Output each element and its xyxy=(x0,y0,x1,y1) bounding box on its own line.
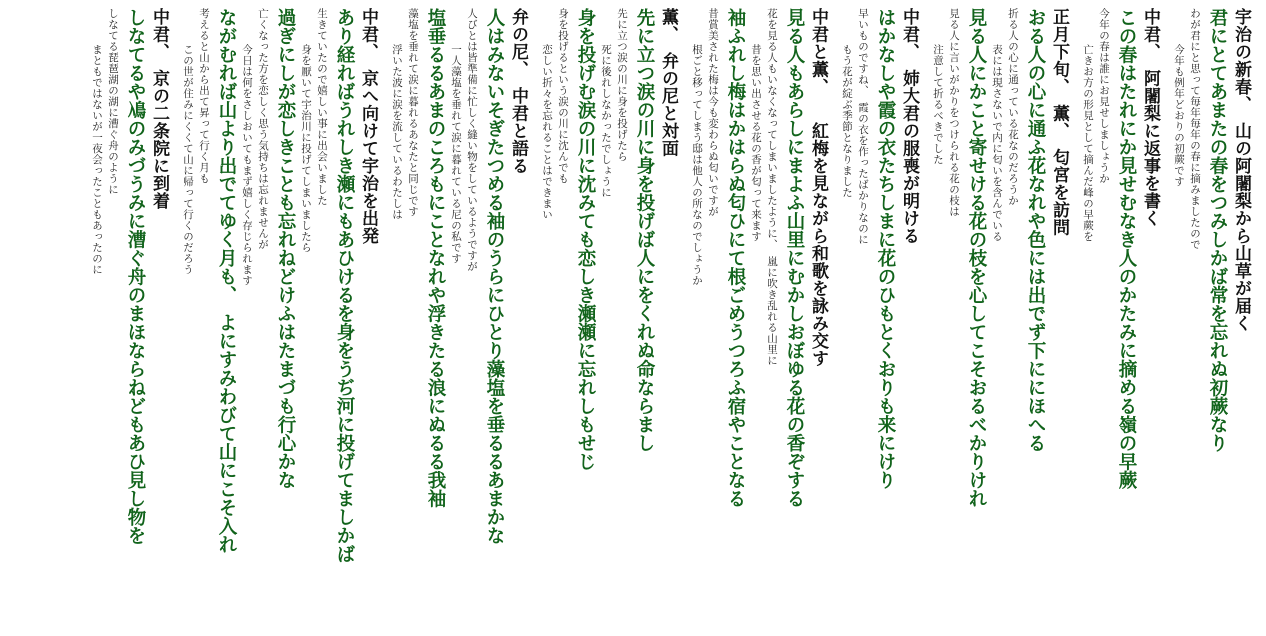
section-heading: 中君、 姉大君の服喪が明ける xyxy=(899,8,919,245)
section-heading: 宇治の新春、 山の阿闍梨から山草が届く xyxy=(1231,8,1251,332)
translation-line: 身を厭いて宇治川に投げてしまいましたら xyxy=(300,44,312,253)
vertical-text-columns xyxy=(89,8,1254,632)
translation-line: 考えると山から出て昇って行く月も xyxy=(198,8,210,184)
section-heading: 中君、 京へ向けて宇治を出発 xyxy=(358,8,378,245)
poem-line: 過ぎにしが恋しきことも忘れねどけふはたまづも行心かな xyxy=(275,8,296,489)
translation-line: 浮いた波に涙を流しているわたしは xyxy=(391,44,403,220)
translation-line: 折る人の心に通っている花なのだろうか xyxy=(1007,8,1019,206)
translation-line: 今年の春は誰にお見せしましょうか xyxy=(1098,8,1110,184)
translation-line: 生きていたので嬉しい事に出会いました xyxy=(316,8,328,206)
translation-line: 表には現さないで内に匂いを含んでいる xyxy=(991,44,1003,242)
poem-line: 君にとてあまたの春をつみしかば常を忘れぬ初蕨なり xyxy=(1207,8,1228,452)
section-heading: 正月下旬、 薫、 匂宮を訪問 xyxy=(1049,8,1069,236)
poem-line: はかなしや霞の衣たちしまに花のひもとくおりも来にけり xyxy=(875,8,896,489)
section-heading: 薫、 弁の尼と対面 xyxy=(658,8,678,157)
translation-line: 恋しい折々を忘れることはできまい xyxy=(541,44,553,220)
poem-line: 身を投げむ涙の川に沈みても恋しき瀬瀬に忘れしもせじ xyxy=(575,8,596,471)
translation-line: まともではないが一夜会ったこともあったのに xyxy=(91,44,103,275)
translation-line: 先に立つ涙の川に身を投げたら xyxy=(616,8,628,162)
poem-line: 人はみないそぎたつめる袖のうらにひとり藻塩を垂るるあまかな xyxy=(484,8,505,545)
section-heading: 中君、 京の二条院に到着 xyxy=(149,8,169,210)
section-heading: 中君、 阿闍梨に返事を書く xyxy=(1140,8,1160,227)
poem-line: 見る人もあらしにまよふ山里にむかしおぼゆる花の香ぞする xyxy=(784,8,805,508)
translation-line: この世が住みにくくて山に帰って行くのだろう xyxy=(182,44,194,275)
translation-line: 注意して折るべきでした xyxy=(932,44,944,165)
translation-line: 花を見る人もいなくなってしまいましたように、 嵐に吹き乱れる山里に xyxy=(766,8,778,366)
translation-line: 昔を思い出させる花の香が匂って来ます xyxy=(750,44,762,242)
translation-line: 今日は何をさしおいてもまず嬉しく存じられます xyxy=(241,44,253,286)
translation-line: 亡くなった方を恋しく思う気持ちは忘れませんが xyxy=(257,8,269,250)
translation-line: しなてる琵琶湖の湖に漕ぐ舟のように xyxy=(107,8,119,195)
translation-line: 見る人に言いがかりをつけられる花の枝は xyxy=(948,8,960,217)
translation-line: 藻塩を垂れて涙に暮れるあなたと同じです xyxy=(407,8,419,217)
poem-line: 見る人にかこと寄せける花の枝を心してこそおるべかりけれ xyxy=(966,8,987,508)
poem-line: この春はたれにか見せむなき人のかたみに摘める嶺の早蕨 xyxy=(1116,8,1137,489)
translation-line: 死に後れしなかったでしょうに xyxy=(600,44,612,198)
translation-line: もう花が綻ぶ季節となりました xyxy=(841,44,853,198)
section-heading: 弁の尼、 中君と語る xyxy=(508,8,528,175)
poem-line: ながむれば山より出でてゆく月も、 よにすみわびて山にこそ入れ xyxy=(216,8,237,554)
translation-line: わが君にと思って毎年毎年の春に摘みましたので xyxy=(1189,8,1201,250)
poem-line: 塩垂るるあまのころもにことなれや浮きたる浪にぬるる我袖 xyxy=(425,8,446,508)
poem-line: 袖ふれし梅はかはらぬ匂ひにて根ごめうつろふ宿やことなる xyxy=(725,8,746,508)
section-heading: 中君と薫、 紅梅を見ながら和歌を詠み交す xyxy=(808,8,828,367)
poem-line: おる人の心に通ふ花なれや色には出でず下ににほへる xyxy=(1025,8,1046,452)
translation-line: 今年も例年どおりの初蕨です xyxy=(1173,44,1185,187)
poem-line: 先に立つ涙の川に身を投げば人にをくれぬ命ならまし xyxy=(634,8,655,452)
translation-line: 人びとは皆準備に忙しく縫い物をしているようですが xyxy=(466,8,478,272)
translation-line: 一人藻塩を垂れて涙に暮れている尼の私です xyxy=(450,44,462,264)
translation-line: 亡きお方の形見として摘んだ峰の早蕨を xyxy=(1082,44,1094,242)
poem-line: しなてるや鳰のみづうみに漕ぐ舟のまほならねどもあひ見し物を xyxy=(125,8,146,545)
translation-line: 早いものですね、 霞の衣を作ったばかりなのに xyxy=(857,8,869,245)
translation-line: 昔賞美された梅は今も変わらぬ匂いですが xyxy=(707,8,719,217)
poem-line: あり経ればうれしき瀬にもあひけるを身をうぢ河に投げてましかば xyxy=(334,8,355,563)
translation-line: 根ごと移ってしまう邸は他人の所なのでしょうか xyxy=(691,44,703,286)
translation-line: 身を投げるという涙の川に沈んでも xyxy=(557,8,569,184)
